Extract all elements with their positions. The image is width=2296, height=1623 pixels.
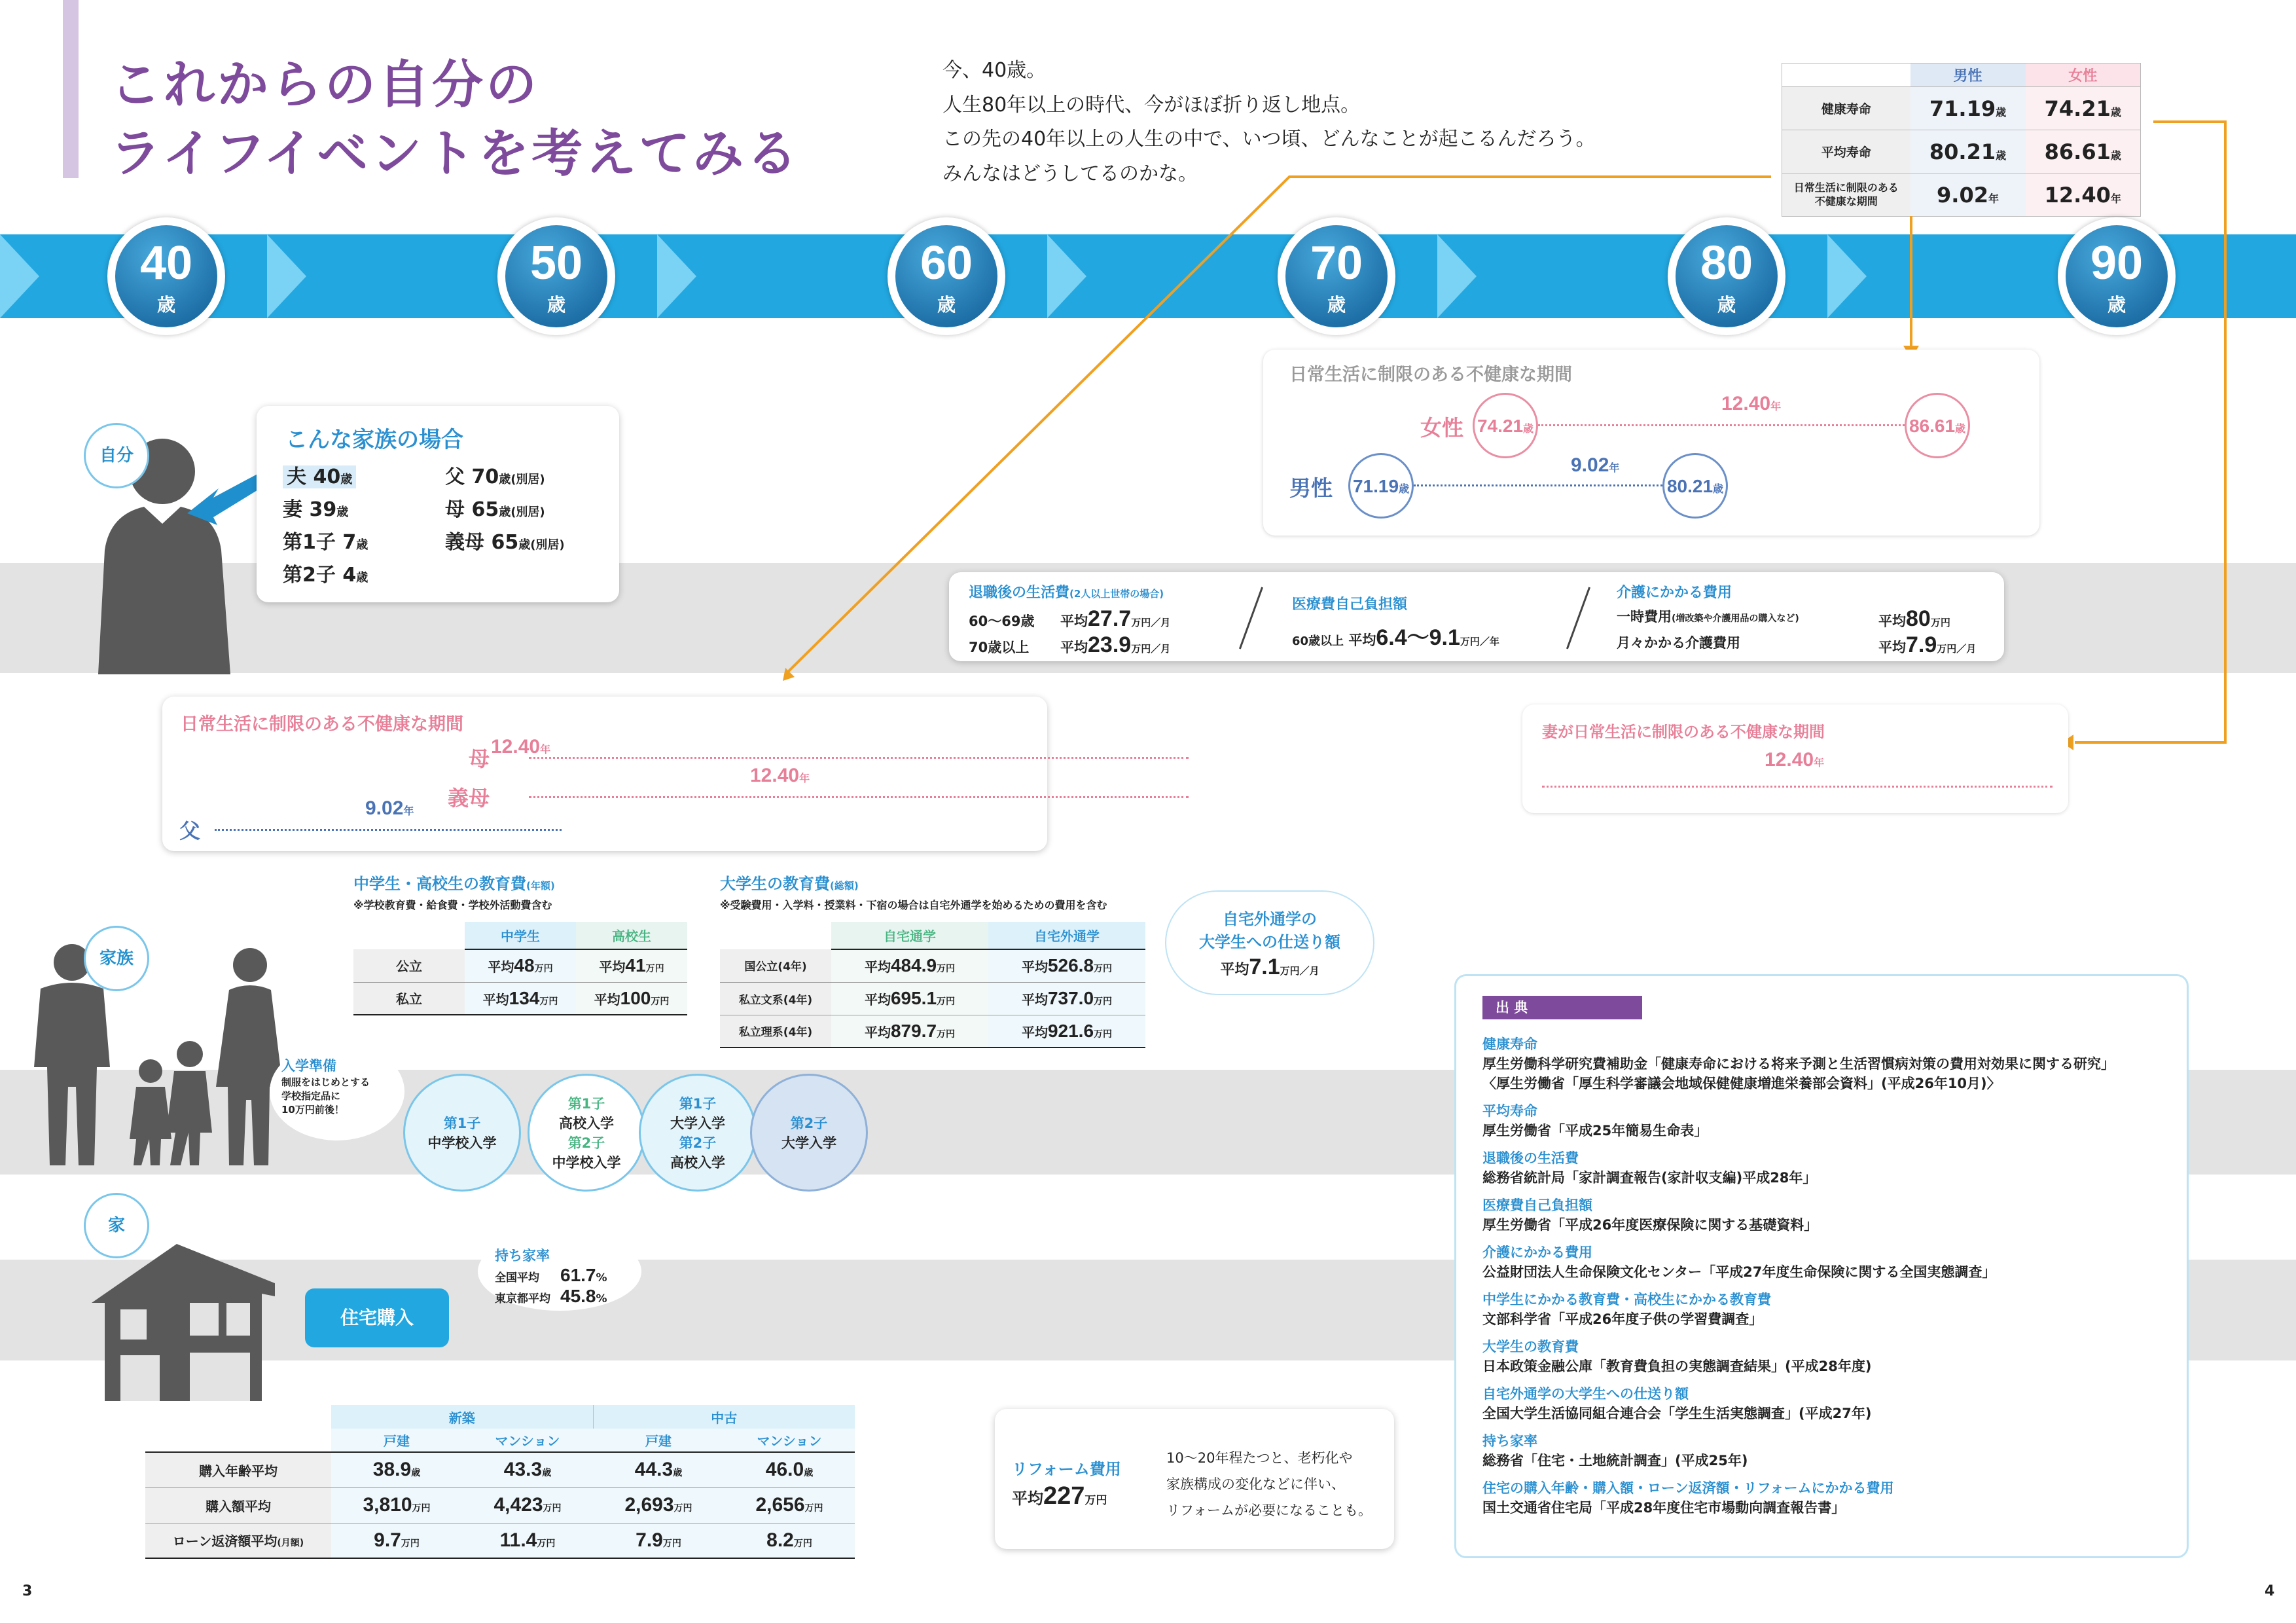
title-line1: これからの自分の [110,56,540,115]
value: 134 [509,987,540,1008]
female-health-age [1473,393,1538,458]
univ-note: ※受験費用・入学料・授業料・下宿の場合は自宅外通学を始めるための費用を含む [720,899,1107,911]
unit: 歳 [1713,484,1724,495]
age-unit: 歳 [1327,294,1346,316]
source-item: 介護にかかる費用 公益財団法人生命保険文化センター「平成27年度生命保険に関する全国実態調査」 [1482,1245,1996,1280]
row-label: 私立文系(4年) [720,982,831,1015]
mother-period-line [529,757,1189,759]
row-label: 私立 [353,982,465,1015]
sources-title: 出 典 [1482,996,1642,1019]
health-period-card [1263,350,2039,536]
house-silhouette-icon [92,1237,275,1408]
school-table: 中学生 高校生 公立 平均48万円 平均41万円 私立 平均134万円 平均100万円 [353,922,687,1015]
house-table: 新築 中古 戸建 マンション 戸建 マンション 購入年齢平均 38.9歳 43.3歳 44.3歳 46.0歳 購入額平均 3,810万円 4,423万円 2,693万円 2,656万円 ローン返済額平均(月額) 9.7万円 11.4万円 7.9万円 8.2万円 [145,1405,855,1559]
value: 48 [514,955,535,976]
group-header: 中古 [593,1405,855,1429]
unit: 年 [1609,463,1620,474]
unit: 歳 [1955,424,1966,435]
female-period-line [1538,424,1905,426]
row-label: 日常生活に制限のある不健康な期間 [1782,173,1910,217]
sources-box [1454,974,2189,1558]
source-item: 自宅外通学の大学生への仕送り額 全国大学生活協同組合連合会「学生生活実態調査」(平成27年) [1482,1386,1872,1421]
unit: 年 [1814,757,1825,769]
header: 中学生 [465,922,576,949]
unit: 年 [540,744,551,756]
source-item: 平均寿命 厚生労働省「平成25年簡易生命表」 [1482,1103,1708,1139]
value: 526.8 [1047,955,1094,976]
family-card [257,406,619,602]
house-purchase-button[interactable]: 住宅購入 [305,1288,449,1347]
unit: 歳 [1996,149,2007,162]
unit: 歳 [1399,484,1410,495]
row-label: 平均寿命 [1782,130,1910,173]
mother-label: 母 [468,746,490,771]
intro-line: みんなはどうしてるのかな。 [942,162,1198,185]
medical-row: 60歳以上 平均6.4〜9.1万円／年 [1292,625,1499,650]
univ-title-block: 大学生の教育費(総額) [720,875,859,893]
age-unit: 歳 [156,294,175,316]
header-male: 男性 [1910,64,2026,87]
family-members-left [283,462,368,593]
school-title-block: 中学生・高校生の教育費(年額) [353,875,555,893]
intro-line: この先の40年以上の人生の中で、いつ頃、どんなことが起こるんだろう。 [942,128,1596,151]
male-period-line [1414,484,1662,486]
allowance-bubble: 自宅外通学の 大学生への仕送り額 平均7.1万円／月 [1165,890,1374,995]
age-unit: 歳 [937,294,956,316]
age-number: 40 [139,237,193,289]
family-members-right [445,462,565,560]
source-item: 健康寿命 厚生労働科学研究費補助金「健康寿命における将来予測と生活習慣病対策の費用対効果に関する研究」 〈厚生労働省「厚生科学審議会地域保健健康増進栄養部会資料」(平成26年10月)〉 [1482,1036,2115,1091]
care-row2: 月々かかる介護費用 [1617,635,1740,651]
unit: 歳 [1523,424,1534,435]
unit: 年 [2110,192,2121,205]
cost-card [949,572,2004,661]
header: 高校生 [576,922,687,949]
value: 695.1 [890,988,937,1008]
row-label: 購入年齢平均 [145,1452,331,1487]
event-child1-junior-high: 第1子 中学校入学 [403,1074,521,1192]
unit: 年 [1988,192,1999,205]
event-highschool-juniorhigh: 第1子 高校入学 第2子 中学校入学 [528,1074,645,1192]
homeownership-bubble: 持ち家率 全国平均 61.7% 東京都平均 45.8% [478,1232,641,1311]
source-item: 中学生にかかる教育費・高校生にかかる教育費 文部科学省「平成26年度子供の学習費調査」 [1482,1292,1771,1327]
value: 484.9 [890,955,937,976]
member-child1: 第1子 7歳 [283,531,368,554]
reform-desc: 10〜20年程たつと、老朽化や 家族構成の変化などに伴い、 リフォームが必要になることも。 [1166,1450,1372,1518]
group-header: 新築 [331,1405,593,1429]
parent-period-card [162,697,1047,851]
male-value: 9.02 [1937,182,1988,208]
age-number: 50 [529,237,583,289]
female-period: 12.40 [1721,393,1771,414]
mother-in-law-label: 義母 [448,786,490,811]
mother-in-law-period-line [529,796,1189,798]
retire-row1: 60〜69歳 平均27.7万円／月 [969,606,1171,631]
female-label: 女性 [1420,415,1463,441]
source-item: 大学生の教育費 日本政策金融公庫「教育費負担の実態調査結果」(平成28年度) [1482,1339,1872,1374]
wife-period: 12.40 [1765,749,1814,771]
retire-title: 退職後の生活費(2人以上世帯の場合) [969,585,1164,601]
member-mother: 母 65歳(別居) [445,498,545,521]
value: 71.19 [1352,476,1399,496]
header: 自宅外通学 [988,922,1145,949]
father-period: 9.02 [365,797,404,819]
member-father: 父 70歳(別居) [445,465,545,488]
family-tag: 家族 [84,926,149,991]
self-tag: 自分 [84,423,149,488]
female-life-age [1905,393,1970,458]
member-mother-in-law: 義母 65歳(別居) [445,531,565,554]
male-value: 71.19 [1929,96,1996,121]
member-husband: 夫 40歳 [283,465,356,488]
header: 自宅通学 [831,922,988,949]
row-label: 国公立(4年) [720,949,831,982]
source-item: 医療費自己負担額 厚生労働省「平成26年度医療保険に関する基礎資料」 [1482,1197,1818,1233]
value: 80.21 [1666,476,1713,496]
row-label: 私立理系(4年) [720,1015,831,1048]
row-label: 公立 [353,949,465,982]
row-label: 健康寿命 [1782,87,1910,130]
age-number: 60 [920,237,973,289]
female-value: 74.21 [2044,96,2111,121]
male-label: 男性 [1289,475,1333,501]
medical-title: 医療費自己負担額 [1292,596,1408,613]
retire-row2: 70歳以上 平均23.9万円／月 [969,632,1171,657]
female-value: 86.61 [2044,139,2111,164]
value: 100 [620,987,651,1008]
family-card-title: こんな家族の場合 [285,427,463,453]
event-university-highschool: 第1子 大学入学 第2子 高校入学 [639,1074,757,1192]
male-life-age [1662,453,1728,519]
value: 921.6 [1047,1020,1094,1041]
unit: 年 [403,806,414,817]
event-child2-university: 第2子 大学入学 [750,1074,868,1192]
page-number-right: 4 [2265,1583,2275,1599]
intro-line: 今、40歳。 [942,59,1047,82]
mother-period: 12.40 [491,736,541,757]
school-note: ※学校教育費・給食費・学校外活動費含む [353,899,552,911]
card-title: 日常生活に制限のある不健康な期間 [181,714,463,735]
care-title: 介護にかかる費用 [1617,585,1732,601]
wife-period-line [1542,786,2053,788]
header-female: 女性 [2026,64,2141,87]
family-silhouette-icon [26,943,288,1178]
intro-line: 人生80年以上の時代、今がほぼ折り返し地点。 [942,93,1361,117]
age-unit: 歳 [547,294,565,316]
father-label: 父 [179,818,201,843]
age-unit: 歳 [2107,294,2126,316]
unit: 歳 [2110,149,2121,162]
age-number: 70 [1310,237,1363,289]
divider [1566,587,1590,649]
row-label: 購入額平均 [145,1487,331,1523]
source-item: 住宅の購入年齢・購入額・ローン返済額・リフォームにかかる費用 国土交通省住宅局「平成28年度住宅市場動向調査報告書」 [1482,1480,1894,1516]
entrance-bubble: 入学準備 制服をはじめとする 学校指定品に 10万円前後！ [270,1042,404,1140]
unit: 歳 [1996,105,2007,119]
age-number: 80 [1700,237,1753,289]
father-period-line [215,829,562,831]
mother-in-law-period: 12.40 [750,765,800,786]
wife-period-card [1522,704,2068,813]
source-item: 持ち家率 総務省「住宅・土地統計調査」(平成25年) [1482,1433,1748,1468]
value: 41 [625,955,646,976]
age-number: 90 [2090,237,2144,289]
age-unit: 歳 [1717,294,1736,316]
care-row1: 一時費用(増改築や介護用品の購入など) [1617,609,1799,625]
value: 86.61 [1909,416,1956,436]
value: 737.0 [1047,988,1094,1008]
divider [1239,587,1263,649]
male-value: 80.21 [1929,139,1996,164]
house-tag: 家 [84,1193,149,1258]
source-item: 退職後の生活費 総務省統計局「家計調査報告(家計収支編)平成28年」 [1482,1150,1817,1186]
unit: 歳 [2110,105,2121,119]
reform-value: 227 [1043,1482,1085,1510]
reform-title: リフォーム費用 [1012,1460,1121,1478]
member-child2: 第2子 4歳 [283,564,368,587]
row-label: ローン返済額平均 [172,1533,278,1550]
arrow-to-wife-period [2075,122,2225,742]
unit: 年 [799,773,810,784]
member-wife: 妻 39歳 [283,498,349,521]
male-period: 9.02 [1571,454,1609,476]
page-number-left: 3 [22,1583,33,1599]
unit: 年 [1770,401,1782,412]
card-title: 妻が日常生活に制限のある不健康な期間 [1542,723,1825,741]
reform-card: リフォーム費用 平均227万円 10〜20年程たつと、老朽化や 家族構成の変化などに伴い、 リフォームが必要になることも。 [995,1409,1394,1549]
value: 879.7 [890,1020,937,1041]
male-health-age [1348,453,1414,519]
care-row2-val: 平均7.9万円／月 [1878,632,1977,657]
care-row1-val: 平均80万円 [1878,606,1950,631]
univ-table: 自宅通学 自宅外通学 国公立(4年) 平均484.9万円 平均526.8万円 私立文系(4年) 平均695.1万円 平均737.0万円 私立理系(4年) 平均879.7万円 平均921.6万円 [720,922,1145,1048]
title-line2: ライフイベントを考えてみる [110,124,800,184]
value: 74.21 [1477,416,1524,436]
card-title: 日常生活に制限のある不健康な期間 [1289,365,1572,385]
female-value: 12.40 [2044,182,2111,208]
